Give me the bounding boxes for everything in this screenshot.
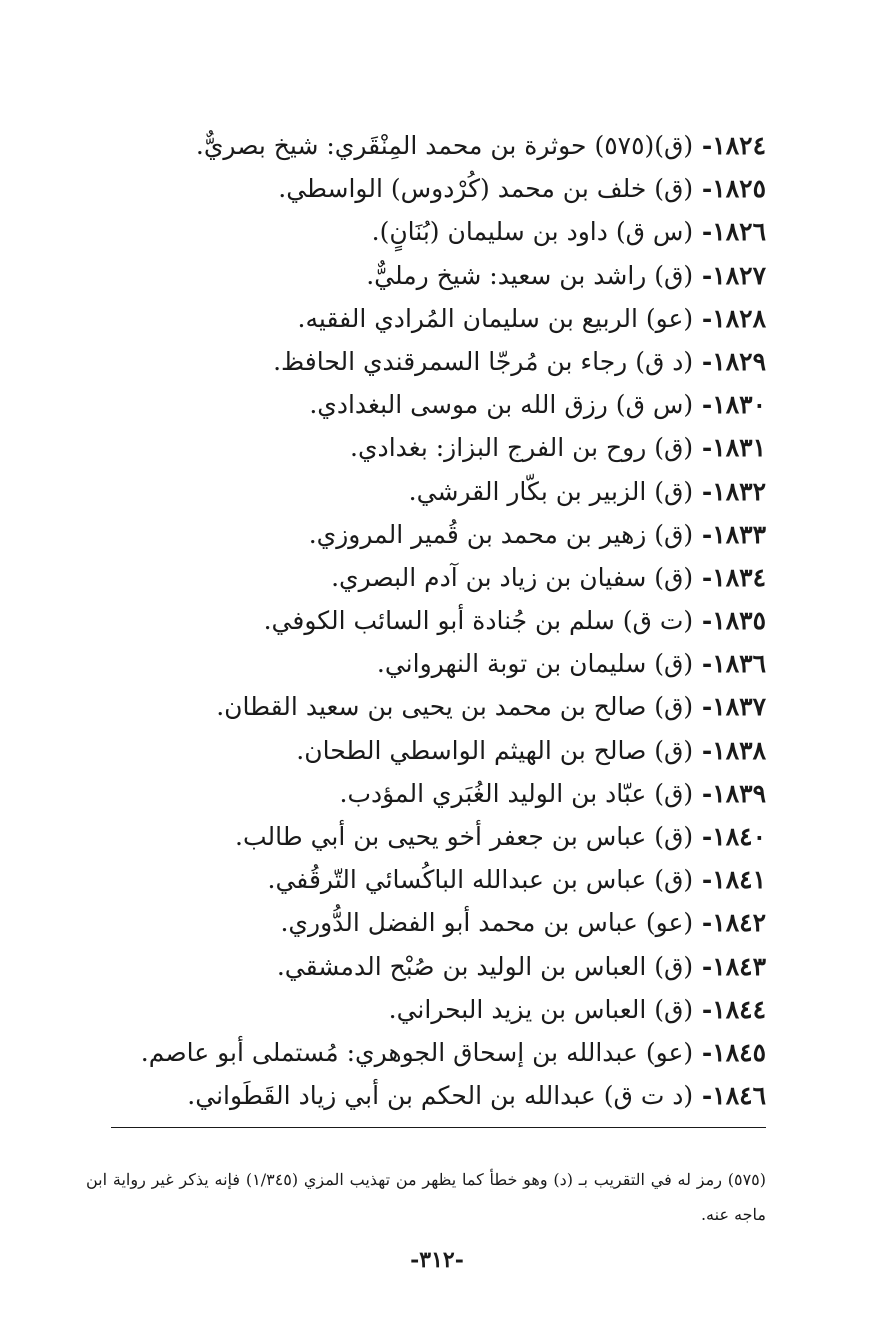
entry-text: (عو) عباس بن محمد أبو الفضل الدُّوري. <box>280 908 694 938</box>
entry-number: ١٨٢٨ <box>712 303 766 333</box>
entry-text: (ق) العباس بن الوليد بن صُبْح الدمشقي. <box>276 951 694 981</box>
entry-item <box>86 167 766 210</box>
entry-item <box>86 599 766 642</box>
entry-separator: - <box>693 951 713 981</box>
entry-text: (ق) سليمان بن توبة النهرواني. <box>376 649 694 679</box>
entry-item <box>86 383 766 426</box>
entry-item <box>86 124 766 167</box>
entry-text: (ق) عباس بن عبدالله الباكُسائي التّرقُفي. <box>267 865 694 895</box>
entry-separator: - <box>693 217 713 247</box>
entry-number: ١٨٣٧ <box>712 692 766 722</box>
entry-text: (د ت ق) عبدالله بن الحكم بن أبي زياد القَطَواني. <box>187 1081 694 1111</box>
entry-separator: - <box>693 390 713 420</box>
entry-number: ١٨٣٨ <box>712 735 766 765</box>
entry-number: ١٨٣٣ <box>712 519 766 549</box>
entry-separator: - <box>693 433 713 463</box>
entry-number: ١٨٤٦ <box>712 1081 766 1111</box>
entry-item <box>86 1074 766 1117</box>
entry-item <box>86 685 766 728</box>
entry-separator: - <box>693 994 713 1024</box>
entry-number: ١٨٤١ <box>712 865 766 895</box>
entry-number: ١٨٣٠ <box>712 390 766 420</box>
entry-separator: - <box>693 778 713 808</box>
entry-number: ١٨٤٢ <box>712 908 766 938</box>
entry-item <box>86 254 766 297</box>
entry-separator: - <box>693 822 713 851</box>
entry-separator: - <box>693 908 713 938</box>
entry-text: (ق) صالح بن الهيثم الواسطي الطحان. <box>296 735 694 765</box>
entry-number: ١٨٣٦ <box>712 649 766 679</box>
entry-item <box>86 556 766 599</box>
entry-number: ١٨٣٩ <box>712 778 766 808</box>
entry-text: (س ق) داود بن سليمان (بُنَانٍ). <box>371 217 694 247</box>
entry-text: (ق) عباس بن جعفر أخو يحيى بن أبي طالب. <box>235 822 694 851</box>
entry-number: ١٨٣١ <box>712 433 766 463</box>
entry-text: (ق) راشد بن سعيد: شيخ رمليٌّ. <box>366 260 694 290</box>
entry-number: ١٨٣٤ <box>712 562 766 592</box>
entry-number: ١٨٤٣ <box>712 951 766 981</box>
entry-text: (عو) الربيع بن سليمان المُرادي الفقيه. <box>297 303 694 333</box>
entry-item <box>86 988 766 1031</box>
entry-separator: - <box>693 174 713 204</box>
entry-item <box>86 901 766 944</box>
entry-separator: - <box>693 562 713 592</box>
entry-separator: - <box>693 346 713 376</box>
entry-text: (ق) العباس بن يزيد البحراني. <box>388 994 694 1024</box>
entry-number: ١٨٢٤ <box>712 131 766 160</box>
entry-separator: - <box>693 1037 713 1067</box>
entry-item <box>86 470 766 513</box>
entry-separator: - <box>693 303 713 333</box>
entry-item <box>86 426 766 469</box>
entry-item <box>86 815 766 858</box>
entry-text: (ق) روح بن الفرج البزاز: بغدادي. <box>350 433 694 463</box>
entry-number: ١٨٤٤ <box>712 994 766 1024</box>
entry-number: ١٨٢٥ <box>712 174 766 204</box>
entry-separator: - <box>693 692 713 722</box>
entry-item <box>86 513 766 556</box>
page-number: -٣١٢- <box>410 1247 464 1273</box>
entry-text: (ق) زهير بن محمد بن قُمير المروزي. <box>308 519 694 549</box>
entry-item <box>86 340 766 383</box>
entry-item <box>86 772 766 815</box>
footnote: (٥٧٥) رمز له في التقريب بـ (د) وهو خطأ كما يظهر من تهذيب المزي (١/٣٤٥) فإنه يذكر غير رواية ابن ماجه عنه. <box>86 1170 766 1224</box>
entry-item <box>86 210 766 253</box>
entry-separator: - <box>693 519 713 549</box>
entry-number: ١٨٢٩ <box>712 346 766 376</box>
entry-number: ١٨٤٠ <box>712 822 766 851</box>
entry-text: (ق) عبّاد بن الوليد الغُبَري المؤدب. <box>339 778 694 808</box>
entry-text: (س ق) رزق الله بن موسى البغدادي. <box>309 390 694 420</box>
entry-separator: - <box>693 865 713 895</box>
entry-number: ١٨٢٧ <box>712 260 766 290</box>
entry-separator: - <box>693 260 713 290</box>
entry-number: ١٨٣٢ <box>712 476 766 506</box>
entry-separator: - <box>693 606 713 636</box>
entry-separator: - <box>693 476 713 506</box>
entry-item <box>86 297 766 340</box>
entry-text: (عو) عبدالله بن إسحاق الجوهري: مُستملى أبو عاصم. <box>140 1037 694 1067</box>
entry-item <box>86 642 766 685</box>
entry-text: (ق)(٥٧٥) حوثرة بن محمد المِنْقَري: شيخ بصريٌّ. <box>195 131 694 160</box>
entry-separator: - <box>693 131 713 160</box>
entry-text: (ت ق) سلم بن جُنادة أبو السائب الكوفي. <box>263 606 694 636</box>
entry-item <box>86 945 766 988</box>
entry-item <box>86 1031 766 1074</box>
entry-number: ١٨٣٥ <box>712 606 766 636</box>
entry-separator: - <box>693 649 713 679</box>
entry-separator: - <box>693 1081 713 1111</box>
entry-text: (ق) سفيان بن زياد بن آدم البصري. <box>331 562 694 592</box>
entry-text: (ق) خلف بن محمد (كُرْدوس) الواسطي. <box>278 174 694 204</box>
entry-text: (ق) صالح بن محمد بن يحيى بن سعيد القطان. <box>216 692 694 722</box>
footnote-divider <box>111 1127 766 1128</box>
entry-separator: - <box>693 735 713 765</box>
entry-number: ١٨٢٦ <box>712 217 766 247</box>
entry-item <box>86 858 766 901</box>
entry-text: (د ق) رجاء بن مُرجّا السمرقندي الحافظ. <box>273 346 694 376</box>
entry-list <box>86 124 766 1117</box>
entry-item <box>86 729 766 772</box>
entry-text: (ق) الزبير بن بكّار القرشي. <box>408 476 694 506</box>
entry-number: ١٨٤٥ <box>712 1037 766 1067</box>
